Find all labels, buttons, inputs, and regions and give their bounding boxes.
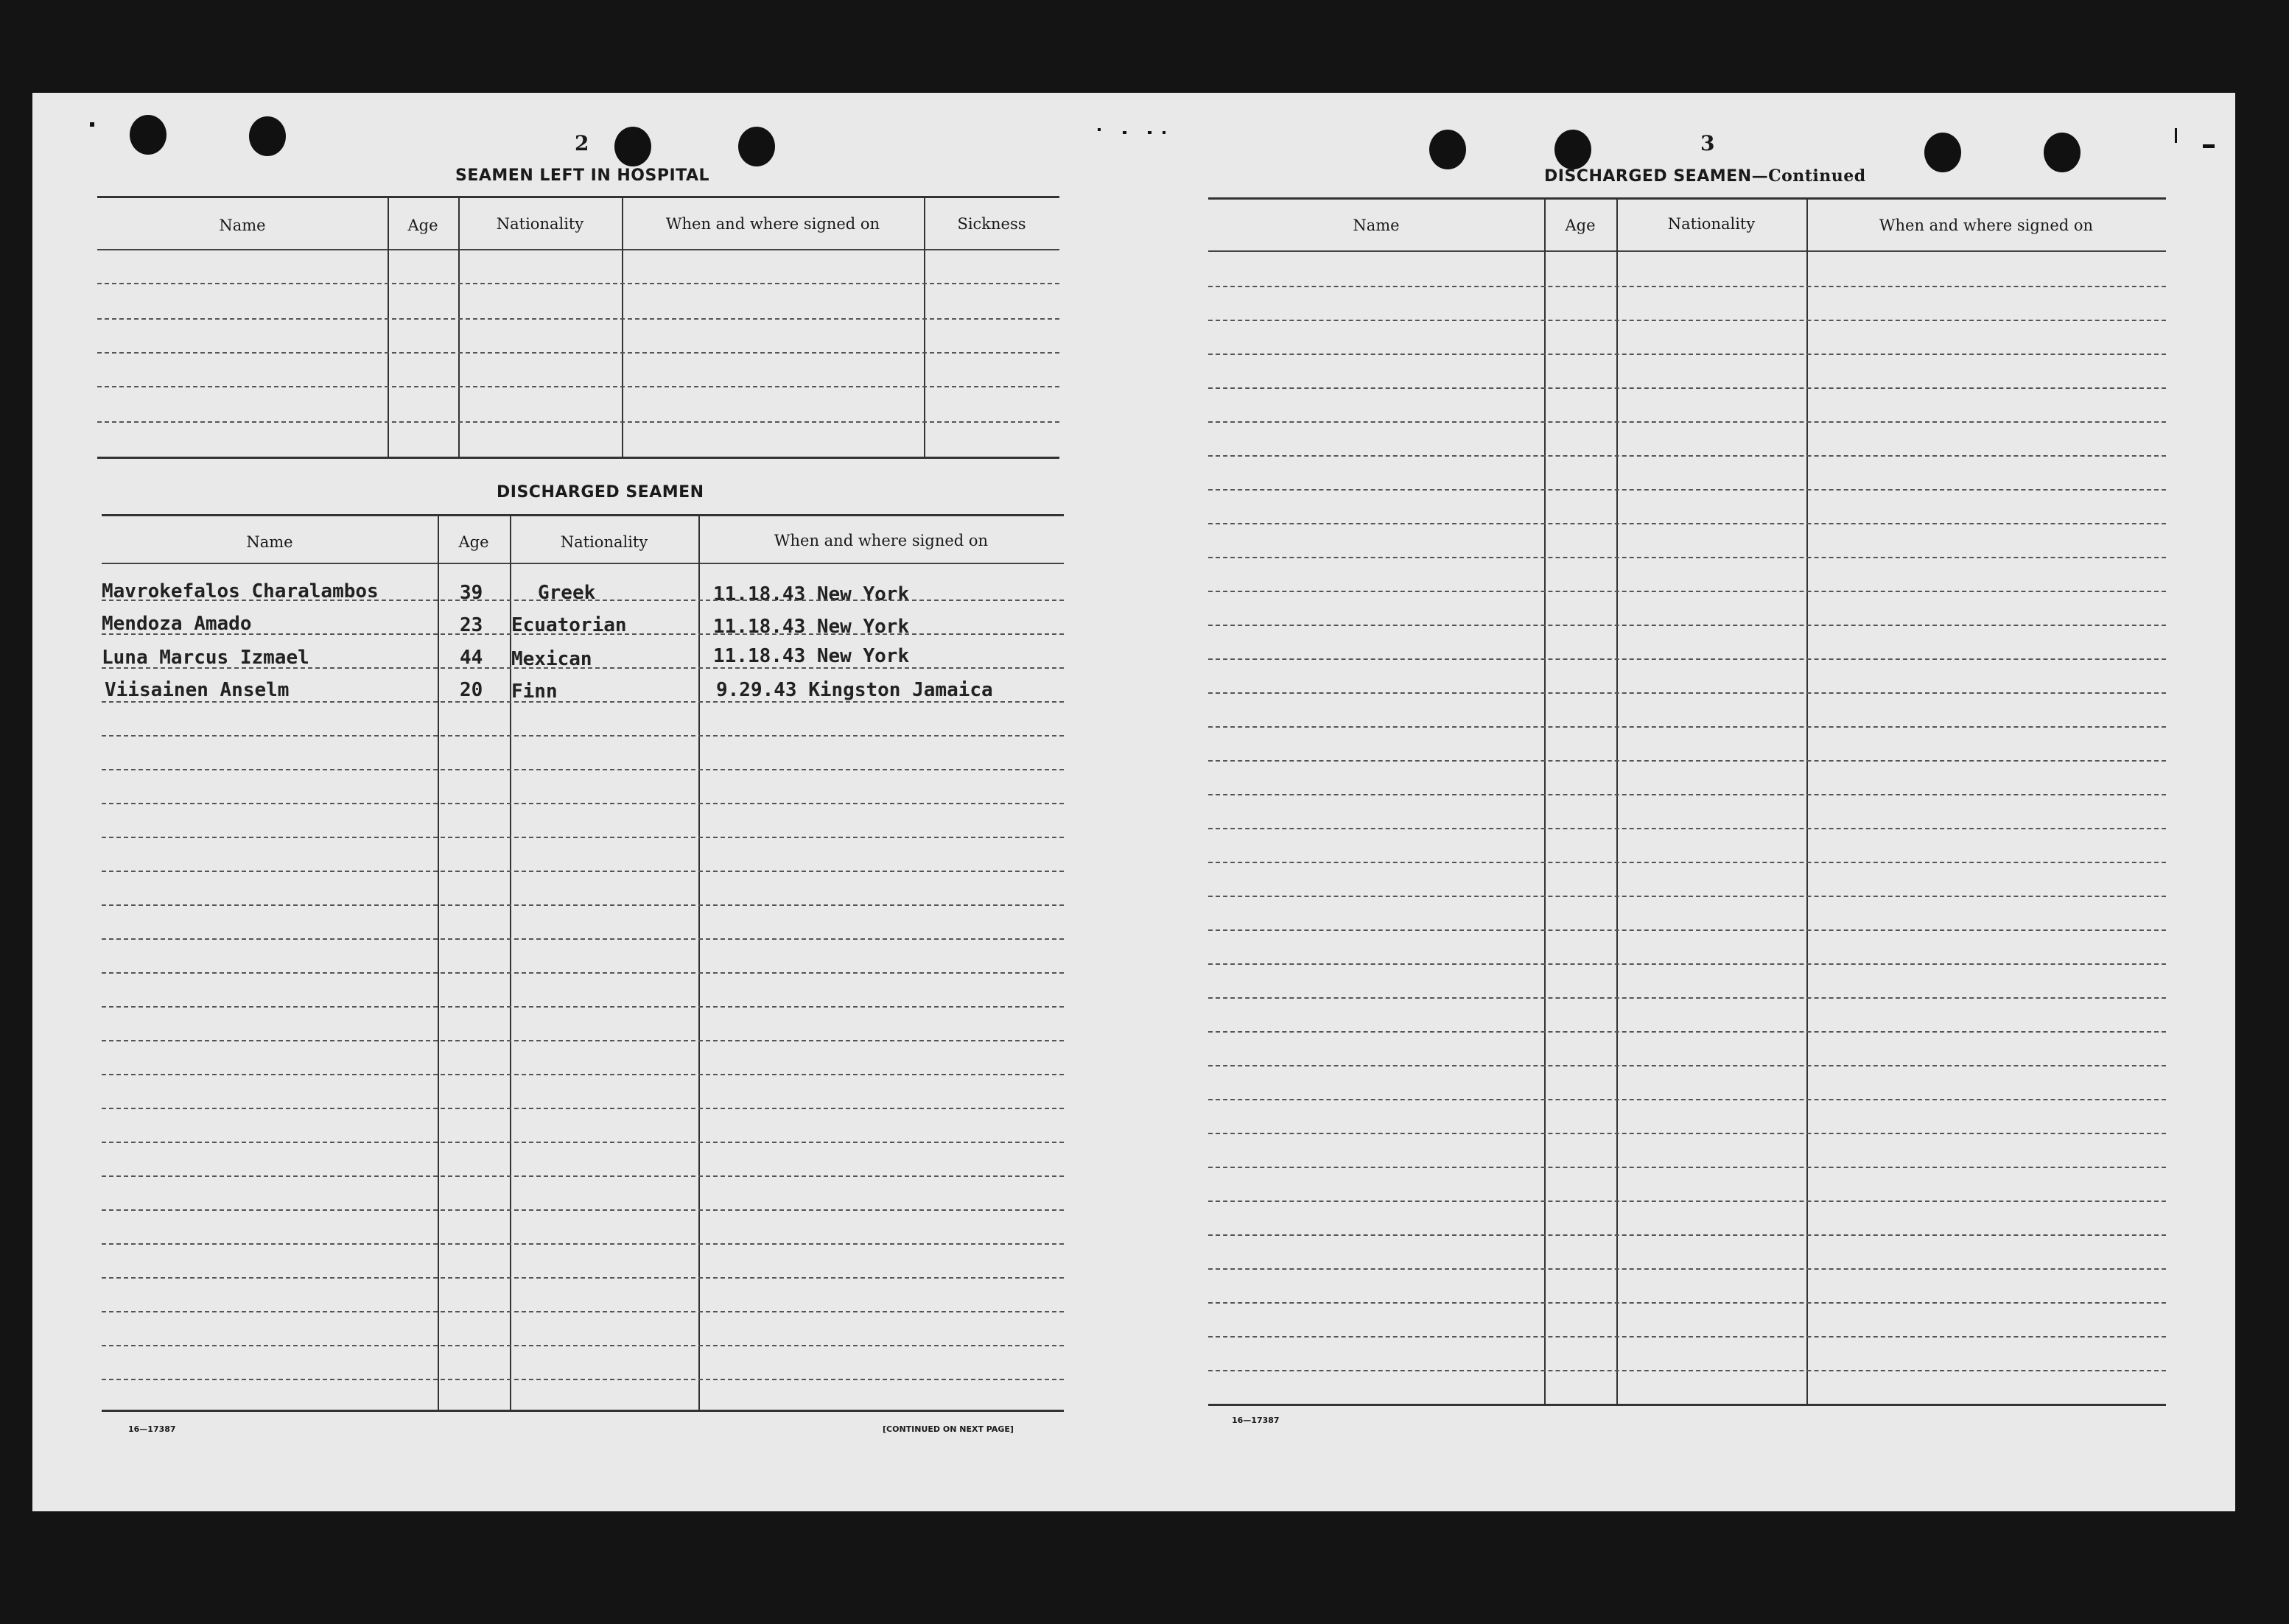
row-line (102, 600, 1064, 601)
row-line (1208, 1336, 2166, 1337)
row-line (1208, 1099, 2166, 1100)
table-bottom-rule (97, 457, 1059, 459)
column-header-age: Age (1565, 217, 1596, 234)
row-line (1208, 1201, 2166, 1202)
row-line (1208, 726, 2166, 728)
seaman-nationality: Mexican (511, 648, 592, 670)
seaman-name: Viisainen Anselm (105, 679, 290, 701)
table-bottom-rule (1208, 1404, 2166, 1406)
row-line (1208, 354, 2166, 355)
speck-icon (2175, 128, 2177, 143)
punch-hole-icon (249, 116, 286, 156)
column-divider (388, 198, 389, 457)
column-header-nationality: Nationality (560, 533, 648, 551)
column-divider (1544, 200, 1546, 1405)
row-line (102, 871, 1064, 872)
column-divider (1806, 200, 1808, 1405)
row-line (102, 1311, 1064, 1312)
discharged-section-title: DISCHARGED SEAMEN (497, 483, 704, 502)
row-line (1208, 625, 2166, 626)
hospital-section-title: SEAMEN LEFT IN HOSPITAL (455, 166, 710, 185)
seaman-signed-on: 11.18.43 New York (713, 616, 910, 638)
column-divider (438, 516, 439, 1410)
row-line (1208, 557, 2166, 558)
row-line (1208, 929, 2166, 931)
row-line (1208, 658, 2166, 660)
row-line (1208, 1133, 2166, 1134)
column-header-name: Name (219, 217, 266, 234)
row-line (1208, 421, 2166, 423)
row-line (97, 421, 1059, 423)
column-divider (1616, 200, 1618, 1405)
row-line (1208, 828, 2166, 829)
row-line (102, 735, 1064, 737)
title-continued: —Continued (1751, 166, 1866, 186)
row-line (102, 633, 1064, 635)
page-number: 3 (1700, 131, 1715, 155)
row-line (1208, 1065, 2166, 1066)
column-divider (698, 516, 700, 1410)
row-line (1208, 1302, 2166, 1304)
discharged-continued-title (1544, 166, 1866, 186)
column-divider (458, 198, 460, 457)
row-line (97, 283, 1059, 284)
column-header-signed-on: When and where signed on (1879, 217, 2094, 234)
row-line (102, 803, 1064, 804)
row-line (1208, 455, 2166, 457)
seaman-age: 39 (460, 582, 483, 604)
row-line (1208, 1268, 2166, 1270)
row-line (102, 701, 1064, 703)
row-line (102, 837, 1064, 838)
table-top-rule (102, 514, 1064, 516)
seaman-age: 20 (460, 679, 483, 701)
seaman-age: 44 (460, 647, 483, 669)
row-line (1208, 1167, 2166, 1168)
column-header-signed-on: When and where signed on (774, 532, 989, 549)
row-line (102, 667, 1064, 669)
row-line (1208, 896, 2166, 897)
row-line (102, 938, 1064, 940)
row-line (102, 1379, 1064, 1380)
punch-hole-icon (1429, 130, 1466, 169)
row-line (102, 972, 1064, 974)
seaman-signed-on: 11.18.43 New York (713, 645, 910, 667)
speck-icon (90, 122, 94, 127)
row-line (102, 1209, 1064, 1211)
table-header-rule (97, 249, 1059, 250)
seaman-signed-on: 9.29.43 Kingston Jamaica (716, 679, 993, 701)
title-main: DISCHARGED SEAMEN (1544, 167, 1752, 186)
page-number: 2 (575, 131, 589, 155)
punch-hole-icon (2044, 133, 2081, 172)
punch-hole-icon (738, 127, 775, 166)
row-line (102, 1345, 1064, 1346)
speck-icon (1163, 131, 1165, 134)
row-line (102, 1175, 1064, 1177)
punch-hole-icon (1554, 130, 1591, 169)
seaman-signed-on: 11.18.43 New York (713, 583, 910, 605)
column-header-nationality: Nationality (496, 215, 584, 233)
speck-icon (1098, 128, 1101, 131)
row-line (1208, 320, 2166, 321)
seaman-nationality: Greek (538, 582, 596, 604)
continued-note: [CONTINUED ON NEXT PAGE] (883, 1424, 1014, 1434)
seaman-age: 23 (460, 614, 483, 636)
row-line (97, 352, 1059, 354)
row-line (97, 386, 1059, 387)
table-bottom-rule (102, 1410, 1064, 1412)
punch-hole-icon (130, 115, 166, 155)
row-line (1208, 286, 2166, 287)
row-line (102, 1142, 1064, 1143)
column-header-age: Age (407, 217, 438, 234)
seaman-name: Mavrokefalos Charalambos (102, 580, 379, 602)
row-line (102, 1243, 1064, 1245)
punch-hole-icon (614, 127, 651, 166)
row-line (102, 1074, 1064, 1075)
table-top-rule (1208, 197, 2166, 200)
column-header-name: Name (246, 533, 293, 551)
row-line (1208, 387, 2166, 389)
seaman-nationality: Finn (511, 681, 558, 703)
punch-hole-icon (1924, 133, 1961, 172)
row-line (1208, 760, 2166, 762)
row-line (1208, 591, 2166, 592)
row-line (1208, 997, 2166, 999)
speck-icon (1148, 131, 1151, 134)
seaman-name: Luna Marcus Izmael (102, 647, 309, 669)
column-header-name: Name (1353, 217, 1400, 234)
row-line (102, 1277, 1064, 1279)
row-line (102, 769, 1064, 770)
row-line (1208, 523, 2166, 524)
row-line (102, 1108, 1064, 1109)
table-top-rule (97, 196, 1059, 198)
table-header-rule (1208, 250, 2166, 252)
speck-icon (2203, 144, 2215, 148)
row-line (102, 904, 1064, 906)
column-header-sickness: Sickness (957, 215, 1026, 233)
table-header-rule (102, 563, 1064, 564)
form-number: 16—17387 (1232, 1416, 1280, 1425)
column-header-signed-on: When and where signed on (665, 215, 880, 233)
column-divider (622, 198, 623, 457)
column-header-age: Age (458, 533, 489, 551)
row-line (1208, 794, 2166, 795)
row-line (1208, 1234, 2166, 1236)
row-line (102, 1040, 1064, 1041)
speck-icon (1123, 131, 1126, 134)
row-line (102, 1006, 1064, 1008)
row-line (1208, 489, 2166, 491)
row-line (1208, 1370, 2166, 1371)
row-line (97, 318, 1059, 320)
seaman-name: Mendoza Amado (102, 613, 252, 635)
row-line (1208, 1031, 2166, 1033)
column-header-nationality: Nationality (1667, 215, 1756, 233)
row-line (1208, 963, 2166, 965)
row-line (1208, 862, 2166, 863)
column-divider (924, 198, 925, 457)
seaman-nationality: Ecuatorian (511, 614, 627, 636)
document-sheet (32, 93, 2235, 1511)
form-number: 16—17387 (128, 1424, 176, 1434)
row-line (1208, 692, 2166, 694)
